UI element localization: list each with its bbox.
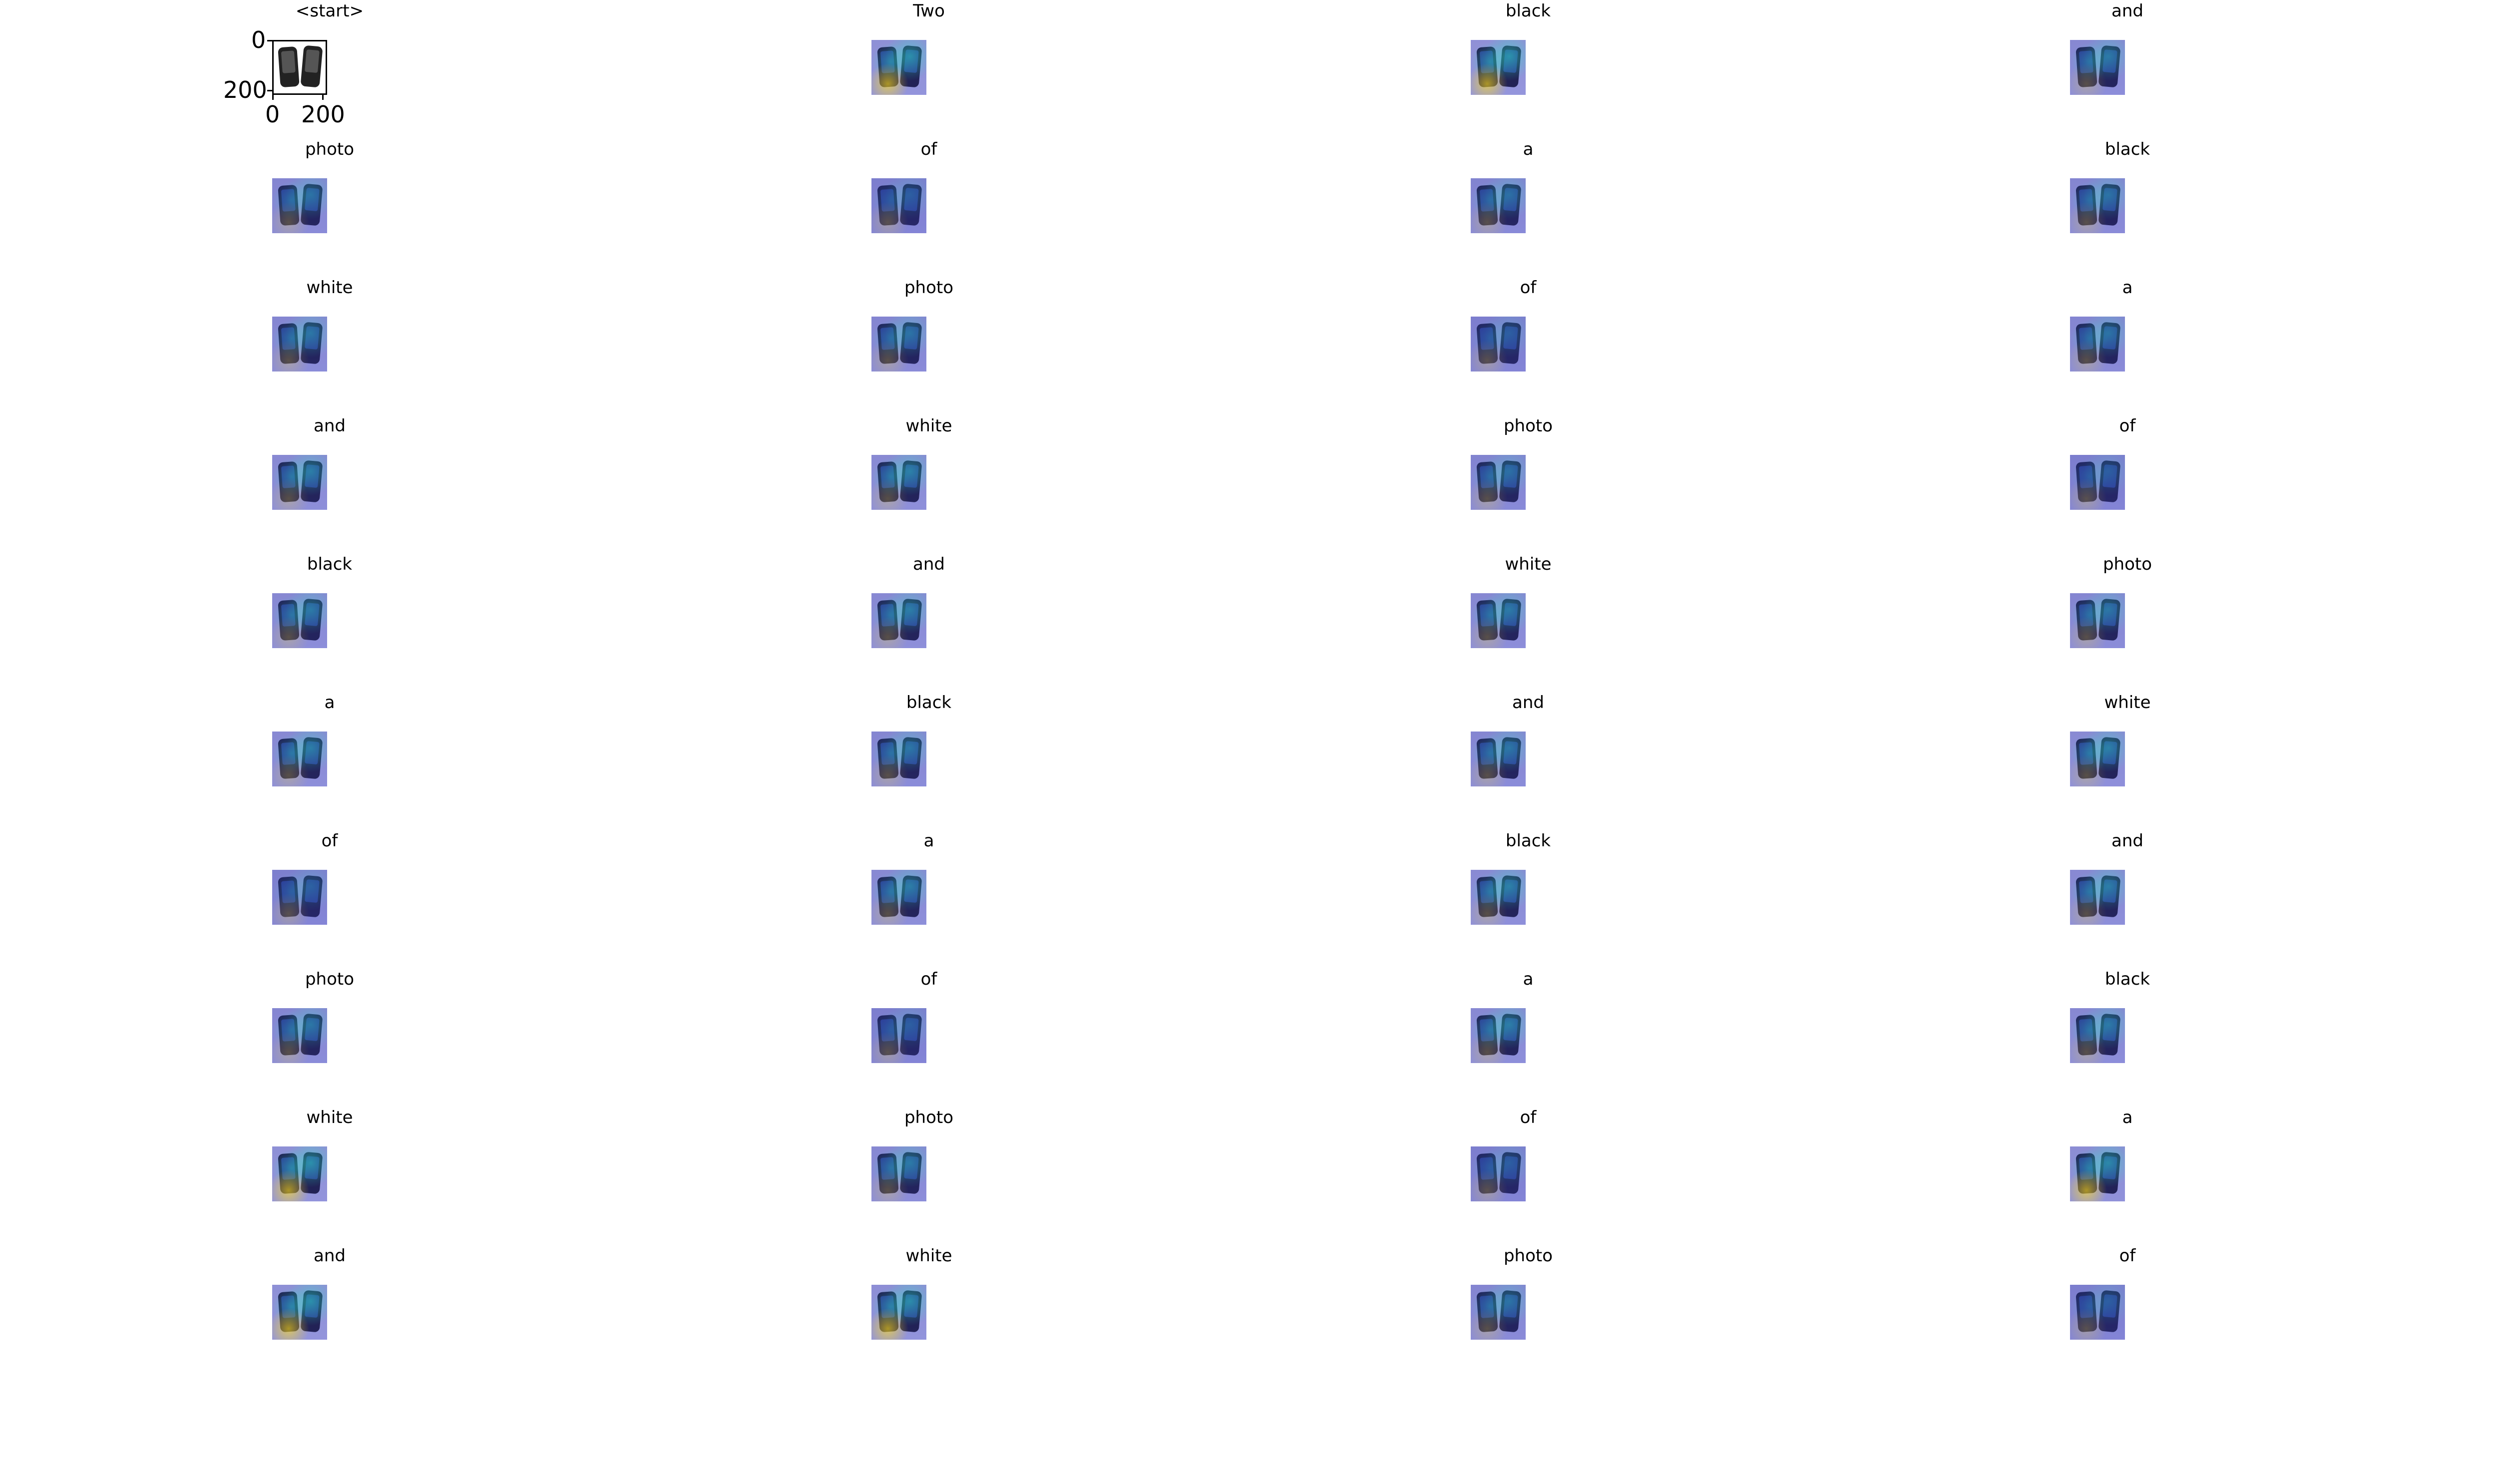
attention-map-image	[871, 732, 926, 786]
attention-map-image	[871, 178, 926, 233]
attention-panel	[2040, 554, 2160, 693]
attention-panel	[841, 416, 961, 555]
attention-map-image	[2070, 178, 2125, 233]
panel-word-label: and	[913, 554, 945, 574]
panel-word-label: photo	[904, 1108, 954, 1127]
attention-heat-overlay	[871, 178, 926, 233]
attention-map-image	[2070, 40, 2125, 95]
attention-heat-overlay	[2070, 593, 2125, 648]
attention-panel	[1441, 139, 1561, 278]
y-tick-mark	[267, 90, 272, 91]
attention-heat-overlay	[2070, 1146, 2125, 1201]
panel-word-label: of	[2119, 1246, 2136, 1266]
attention-panel	[2040, 416, 2160, 555]
attention-heat-overlay	[871, 40, 926, 95]
attention-heat-overlay	[272, 593, 327, 648]
attention-heat-overlay	[1471, 870, 1526, 925]
attention-map-image	[871, 1285, 926, 1340]
attention-panel	[2040, 693, 2160, 831]
attention-panel	[841, 693, 961, 831]
panel-word-label: photo	[1503, 1246, 1553, 1266]
panel-word-label: of	[1520, 278, 1537, 298]
panel-word-label: photo	[2102, 554, 2152, 574]
panel-word-label: photo	[904, 278, 954, 298]
panel-word-label: of	[920, 139, 937, 159]
attention-map-image	[1471, 732, 1526, 786]
attention-heat-overlay	[871, 1285, 926, 1340]
panel-word-label: a	[324, 693, 335, 713]
attention-map-image	[272, 870, 327, 925]
panel-word-label: and	[314, 1246, 346, 1266]
attention-panel	[1441, 1108, 1561, 1246]
x-tick-mark	[272, 95, 274, 100]
attention-panel	[841, 831, 961, 970]
panel-word-label: white	[2104, 693, 2151, 713]
attention-panel	[841, 1246, 961, 1385]
panel-word-label: and	[2111, 831, 2143, 851]
attention-heat-overlay	[2070, 40, 2125, 95]
attention-heat-overlay	[1471, 178, 1526, 233]
attention-heat-overlay	[1471, 455, 1526, 510]
panel-word-label: and	[1512, 693, 1544, 713]
attention-map-image	[871, 870, 926, 925]
attention-heat-overlay	[272, 870, 327, 925]
panel-word-label: black	[2104, 969, 2150, 989]
attention-map-image	[871, 1146, 926, 1201]
attention-map-image	[272, 1146, 327, 1201]
panel-word-label: and	[2111, 1, 2143, 21]
attention-panel	[841, 1108, 961, 1246]
attention-map-image	[1471, 317, 1526, 371]
attention-map-image	[871, 593, 926, 648]
panel-word-label: black	[307, 554, 353, 574]
panel-word-label: white	[306, 278, 353, 298]
attention-heat-overlay	[272, 1285, 327, 1340]
attention-panel	[2040, 278, 2160, 416]
attention-heat-overlay	[871, 1146, 926, 1201]
attention-heat-overlay	[272, 732, 327, 786]
panel-word-label: black	[2104, 139, 2150, 159]
attention-heat-overlay	[871, 870, 926, 925]
panel-word-label: a	[2122, 1108, 2133, 1127]
attention-map-image	[871, 40, 926, 95]
attention-panel	[2040, 831, 2160, 970]
x-tick-mark	[322, 95, 324, 100]
attention-panel	[242, 969, 362, 1108]
attention-panel	[2040, 969, 2160, 1108]
attention-panel	[242, 554, 362, 693]
panel-word-label: white	[306, 1108, 353, 1127]
panel-word-label: of	[920, 969, 937, 989]
attention-map-image	[2070, 1008, 2125, 1063]
attention-map-image	[1471, 178, 1526, 233]
attention-panel	[1441, 554, 1561, 693]
attention-heat-overlay	[2070, 178, 2125, 233]
attention-heat-overlay	[2070, 870, 2125, 925]
attention-panel	[1441, 1246, 1561, 1385]
attention-heat-overlay	[2070, 317, 2125, 371]
attention-map-image	[2070, 455, 2125, 510]
attention-panel	[841, 969, 961, 1108]
attention-panel	[1441, 969, 1561, 1108]
attention-map-image	[1471, 593, 1526, 648]
panel-word-label: a	[1523, 969, 1534, 989]
y-tick-label: 0	[251, 26, 266, 53]
attention-heat-overlay	[272, 317, 327, 371]
panel-word-label: black	[1505, 1, 1551, 21]
x-tick-label: 200	[301, 101, 345, 128]
attention-heat-overlay	[2070, 1285, 2125, 1340]
attention-map-image	[272, 40, 327, 95]
attention-panel	[1441, 831, 1561, 970]
attention-panel	[841, 139, 961, 278]
attention-map-image	[1471, 870, 1526, 925]
panel-word-label: photo	[1503, 416, 1553, 436]
attention-heat-overlay	[871, 455, 926, 510]
attention-heat-overlay	[1471, 1146, 1526, 1201]
attention-panel	[841, 1, 961, 140]
panel-word-label: photo	[305, 969, 355, 989]
attention-map-image	[2070, 1146, 2125, 1201]
attention-panel	[242, 139, 362, 278]
attention-heat-overlay	[1471, 317, 1526, 371]
attention-map-image	[272, 178, 327, 233]
attention-map-image	[272, 1285, 327, 1340]
attention-heat-overlay	[1471, 40, 1526, 95]
panel-word-label: of	[2119, 416, 2136, 436]
attention-heat-overlay	[272, 178, 327, 233]
attention-map-image	[2070, 317, 2125, 371]
panel-word-label: <start>	[295, 1, 364, 21]
attention-heat-overlay	[272, 1008, 327, 1063]
panel-word-label: black	[1505, 831, 1551, 851]
panel-word-label: white	[1505, 554, 1552, 574]
attention-map-image	[1471, 455, 1526, 510]
attention-map-image	[871, 1008, 926, 1063]
panel-word-label: of	[321, 831, 338, 851]
attention-panel	[1441, 416, 1561, 555]
panel-word-label: a	[923, 831, 934, 851]
attention-panel	[242, 693, 362, 831]
attention-heat-overlay	[2070, 732, 2125, 786]
attention-map-image	[1471, 1146, 1526, 1201]
attention-panel	[242, 278, 362, 416]
attention-map-image	[2070, 1285, 2125, 1340]
attention-map-image	[2070, 732, 2125, 786]
attention-heat-overlay	[871, 593, 926, 648]
attention-map-image	[2070, 593, 2125, 648]
panel-word-label: white	[905, 416, 952, 436]
attention-panel	[2040, 139, 2160, 278]
attention-map-image	[272, 732, 327, 786]
attention-heat-overlay	[1471, 593, 1526, 648]
attention-panel	[841, 554, 961, 693]
panel-word-label: a	[2122, 278, 2133, 298]
attention-panel	[1441, 693, 1561, 831]
attention-panel	[242, 416, 362, 555]
panel-word-label: photo	[305, 139, 355, 159]
attention-panel	[2040, 1108, 2160, 1246]
attention-panel	[242, 1108, 362, 1246]
attention-panel	[841, 278, 961, 416]
attention-map-image	[1471, 40, 1526, 95]
attention-panel	[1441, 1, 1561, 140]
attention-heat-overlay	[2070, 455, 2125, 510]
panel-word-label: white	[905, 1246, 952, 1266]
attention-heat-overlay	[1471, 1285, 1526, 1340]
x-tick-label: 0	[265, 101, 280, 128]
attention-map-image	[272, 455, 327, 510]
panel-word-label: and	[314, 416, 346, 436]
attention-panel	[242, 831, 362, 970]
panel-word-label: a	[1523, 139, 1534, 159]
attention-map-image	[871, 317, 926, 371]
panel-word-label: of	[1520, 1108, 1537, 1127]
attention-heat-overlay	[272, 455, 327, 510]
attention-heat-overlay	[2070, 1008, 2125, 1063]
attention-heat-overlay	[1471, 732, 1526, 786]
panel-word-label: Two	[913, 1, 945, 21]
attention-heat-overlay	[1471, 1008, 1526, 1063]
attention-map-image	[272, 317, 327, 371]
attention-map-image	[272, 593, 327, 648]
attention-heat-overlay	[871, 317, 926, 371]
panel-word-label: black	[906, 693, 952, 713]
phone-shape	[278, 46, 299, 87]
attention-map-image	[871, 455, 926, 510]
attention-panel	[242, 1246, 362, 1385]
y-tick-label: 200	[223, 76, 267, 103]
attention-heat-overlay	[871, 1008, 926, 1063]
attention-panel	[2040, 1, 2160, 140]
attention-map-image	[2070, 870, 2125, 925]
attention-map-image	[1471, 1008, 1526, 1063]
attention-panel	[1441, 278, 1561, 416]
y-tick-mark	[267, 40, 272, 41]
attention-heat-overlay	[871, 732, 926, 786]
attention-heat-overlay	[272, 1146, 327, 1201]
phone-shape	[300, 45, 323, 88]
attention-map-image	[272, 1008, 327, 1063]
attention-map-image	[1471, 1285, 1526, 1340]
attention-panel	[2040, 1246, 2160, 1385]
